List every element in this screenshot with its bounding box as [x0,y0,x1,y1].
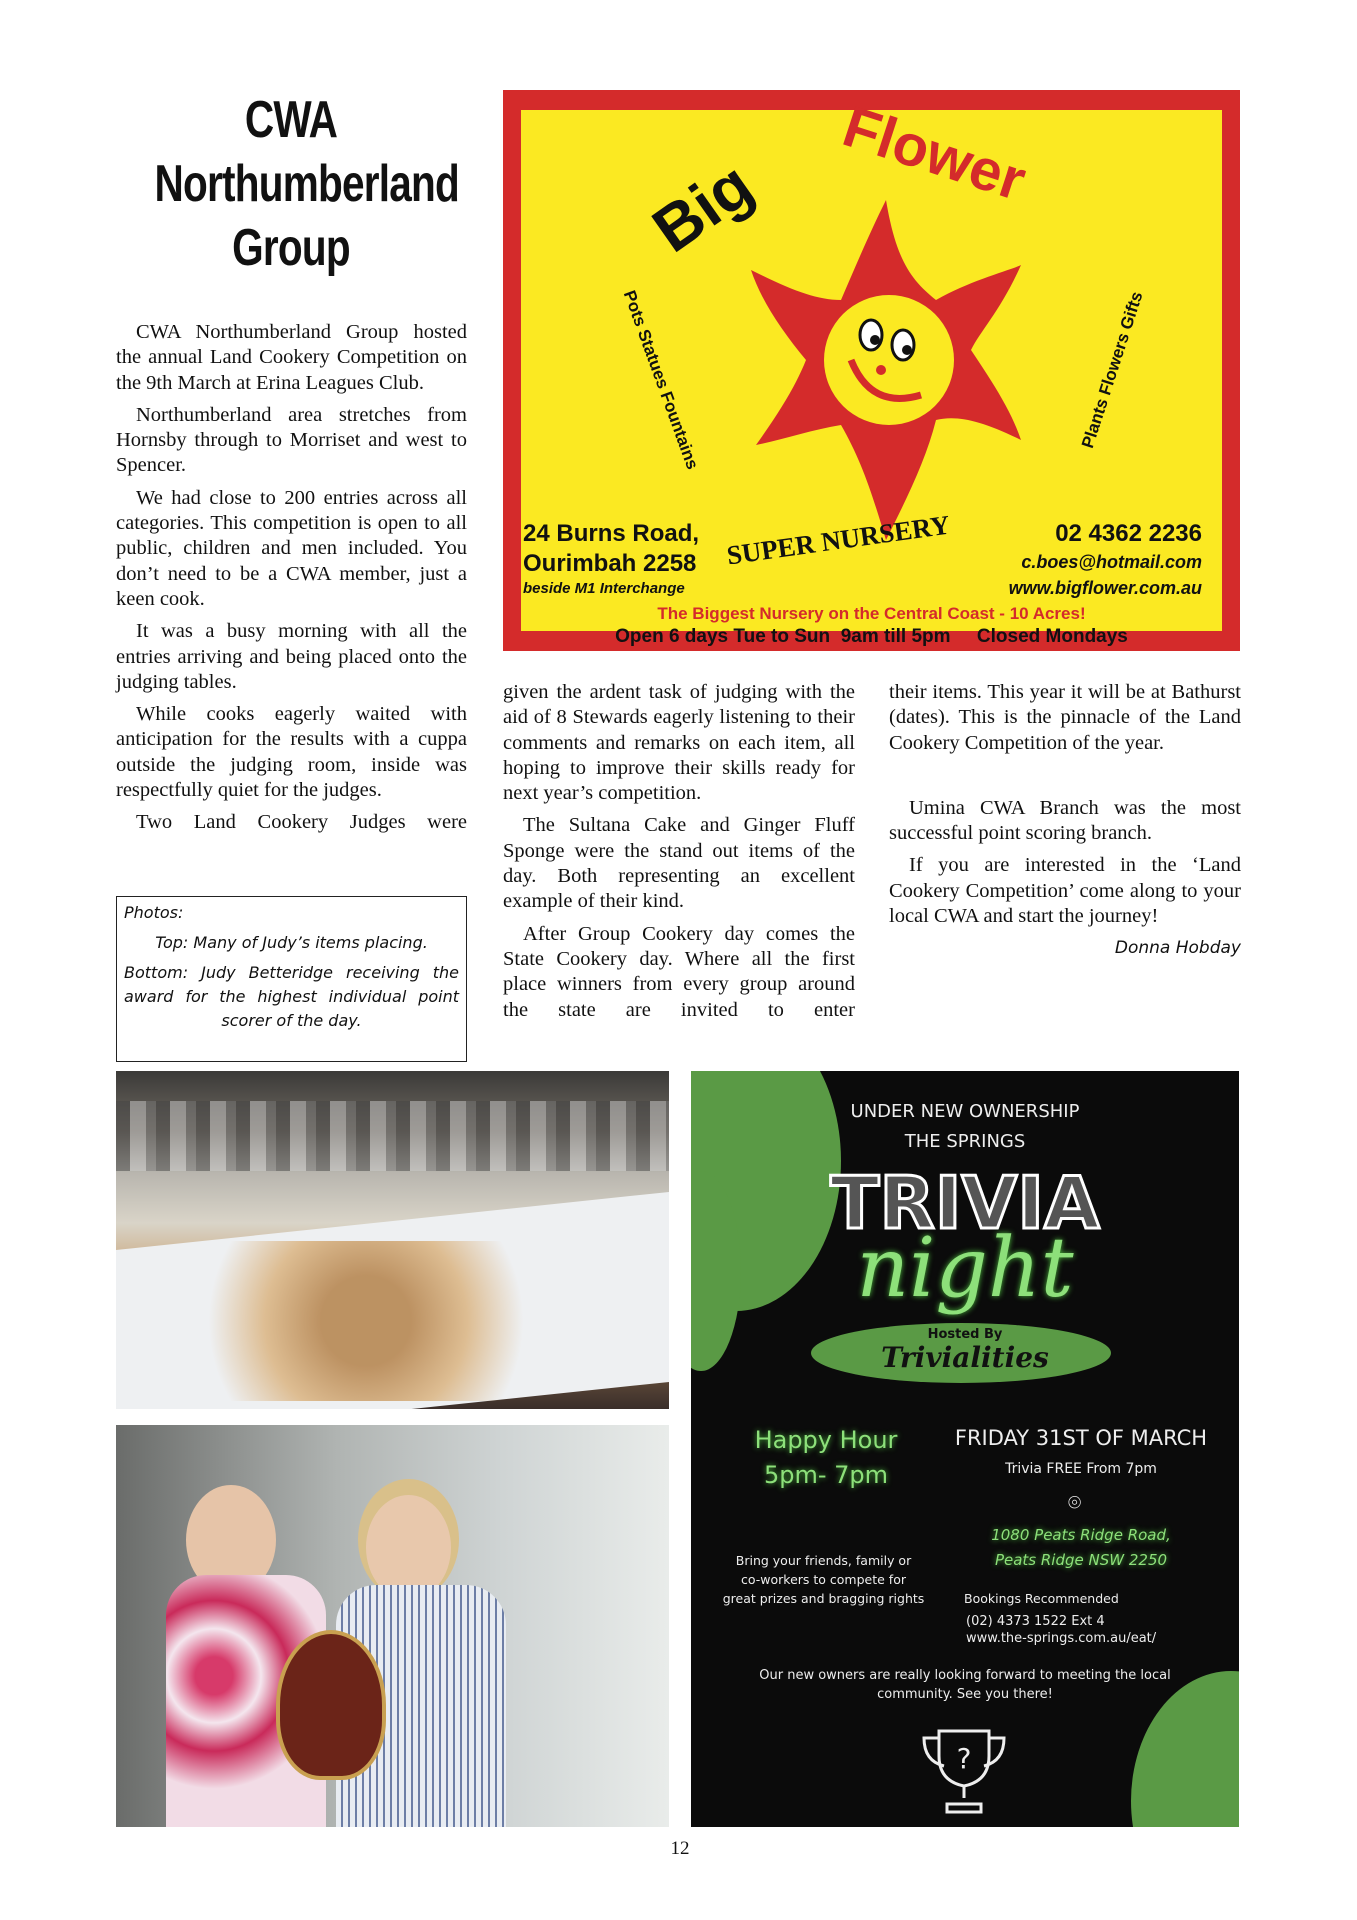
photo-caption-box: Photos: Top: Many of Judy’s items placing. Bottom: Judy Betteridge receiving the award for the highest individual point scorer of the day. [116,896,467,1062]
paragraph: Northumberland area stretches from Hornsby through to Morriset and west to Spencer. [116,403,467,477]
paragraph: given the ardent task of judging with the aid of 8 Stewards eagerly listening to their comments and remarks on each item, all hoping to improve their skills ready for next year’s competition. [503,681,855,805]
article-column-1 [116,320,467,843]
svg-text:?: ? [956,1742,972,1775]
paragraph: their items. This year it will be at Bathurst (dates). This is the pinnacle of the Land Cookery Competition of the year. [889,681,1241,754]
article-column-2 [503,680,855,1030]
trophy-question-icon [919,1726,1009,1816]
article-title: CWA Northumberland Group [154,91,460,277]
paragraph: After Group Cookery day comes the State Cookery day. Where all the first place winners from every group around the state are invited to enter [503,922,855,1021]
paragraph: The Sultana Cake and Ginger Fluff Sponge were the stand out items of the day. Both representing an excellent example of their kind. [503,814,855,913]
photo-cookery-entries [116,1071,669,1409]
paragraph: Two Land Cookery Judges were [136,811,467,834]
author-signature: Donna Hobday [1114,938,1241,959]
article-column-3 [889,680,1241,962]
flower-logo-icon [721,170,1051,570]
paragraph: It was a busy morning with all the entries arriving and being placed onto the judging tables. [116,620,467,693]
big-flower-advert: Big Flower Pots Statues Fountains Plants Flowers Gifts SUPER NURSERY 24 Burns Road, Ourimbah 2258 beside M1 Interchange 02 4362 2236 c.boes@hotmail.com www.bigflower.com.au The Biggest Nursery on the Central Coast - 10 Acres! Open 6 days Tue to Sun 9am till 5pm Closed Mondays [503,90,1240,651]
paragraph: We had close to 200 entries across all categories. This competition is open to all public, children and men included. You don’t need to be a CWA member, just a keen cook. [116,486,467,610]
paragraph: If you are interested in the ‘Land Cookery Competition’ come along to your local CWA and start the journey! [889,854,1241,928]
location-pin-icon: ⌾ [1068,1491,1082,1516]
trivia-heading: TRIVIA [830,1161,1100,1245]
photo-award-presentation [116,1425,669,1827]
trivia-night-advert: UNDER NEW OWNERSHIP THE SPRINGS TRIVIA night Hosted By Trivialities Happy Hour 5pm- 7pm FRIDAY 31ST OF MARCH Trivia FREE From 7pm ⌾ 1080 Peats Ridge Road, Peats Ridge NSW 2250 Bring your friends, family or co-workers to compete for great prizes and bragging rights Bookings Recommended (02) 4373 1522 Ext 4 www.the-springs.com.au/eat/ Our new owners are really looking forward to meeting the local community. See you there! ? [691,1071,1239,1827]
page-number: 12 [670,1838,690,1859]
paragraph: CWA Northumberland Group hosted the annual Land Cookery Competition on the 9th March at Erina Leagues Club. [116,321,467,394]
paragraph: While cooks eagerly waited with anticipation for the results with a cuppa outside the judging room, inside was respectfully quiet for the judges. [116,703,467,802]
paragraph: Umina CWA Branch was the most successful point scoring branch. [889,796,1241,845]
